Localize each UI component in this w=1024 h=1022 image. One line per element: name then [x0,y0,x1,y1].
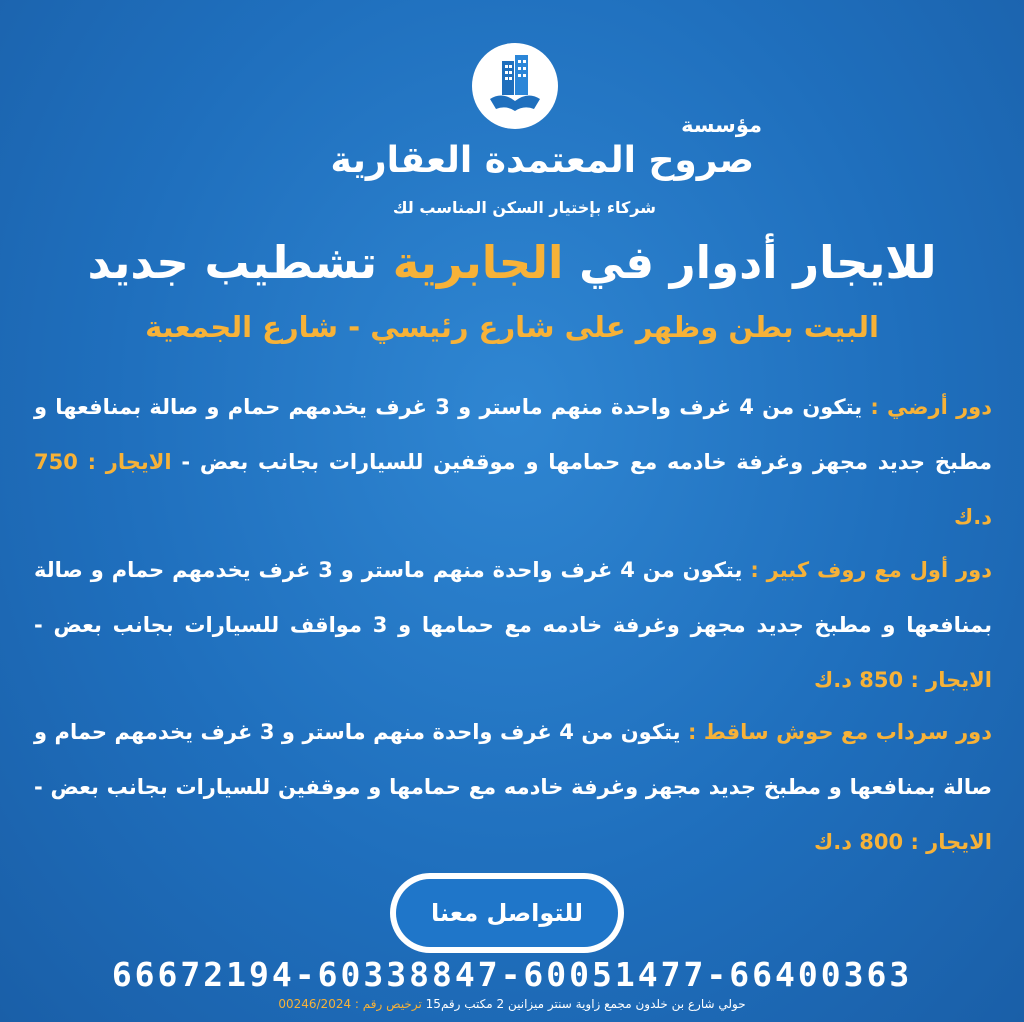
listing-first-floor [34,543,992,708]
company-prefix: مؤسسة [681,113,762,137]
contact-us-button[interactable] [390,873,624,953]
listing-floor: دور أرضي : [870,395,993,419]
subheadline: البيت بطن وظهر على شارع رئيسي - شارع الجمعية [145,310,879,344]
address-line [0,997,1024,1011]
headline [0,236,1024,289]
headline-highlight: الجابرية [392,236,564,289]
headline-part1: للايجار أدوار في [563,236,937,289]
listing-description: يتكون من 4 غرف واحدة منهم ماستر و 3 غرف يخدمهم حمام و صالة بمنافعها و مطبخ جديد مجهز وغرفة خادمه مع حمامها و موقفين للسيارات بجانب بعض - [34,395,992,474]
building-handshake-icon [472,43,558,129]
listing-price: الايجار : 750 د.ك [34,450,992,529]
address-text: حولي شارع بن خلدون مجمع زاوية سنتر ميزانين 2 مكتب رقم15 [421,997,746,1011]
listing-price: الايجار : 850 د.ك [813,668,992,692]
headline-part2: تشطيب جديد [87,236,393,289]
listing-floor: دور أول مع روف كبير : [750,558,993,582]
license-number: ترخيص رقم : 00246/2024 [278,997,422,1011]
listing-description: يتكون من 4 غرف واحدة منهم ماستر و 3 غرف يخدمهم حمام و صالة بمنافعها و مطبخ جديد مجهز وغرفة خادمه مع حمامها و موقفين للسيارات بجانب بعض - [34,720,992,799]
listing-ground-floor [34,380,992,545]
company-logo [472,43,558,129]
contact-us-label: للتواصل معنا [396,879,618,947]
listing-description: يتكون من 4 غرف واحدة منهم ماستر و 3 غرف يخدمهم حمام و صالة بمنافعها و مطبخ جديد مجهز وغرفة خادمه مع حمامها و 3 مواقف للسيارات بجانب بعض - [34,558,992,637]
listing-price: الايجار : 800 د.ك [813,830,992,854]
company-name: صروح المعتمدة العقارية [330,140,754,181]
listing-floor: دور سرداب مع حوش ساقط : [688,720,992,744]
listing-basement [34,705,992,870]
phone-numbers: 66672194-60338847-60051477-66400363 [111,955,913,994]
company-tagline: شركاء بإختيار السكن المناسب لك [392,198,656,217]
